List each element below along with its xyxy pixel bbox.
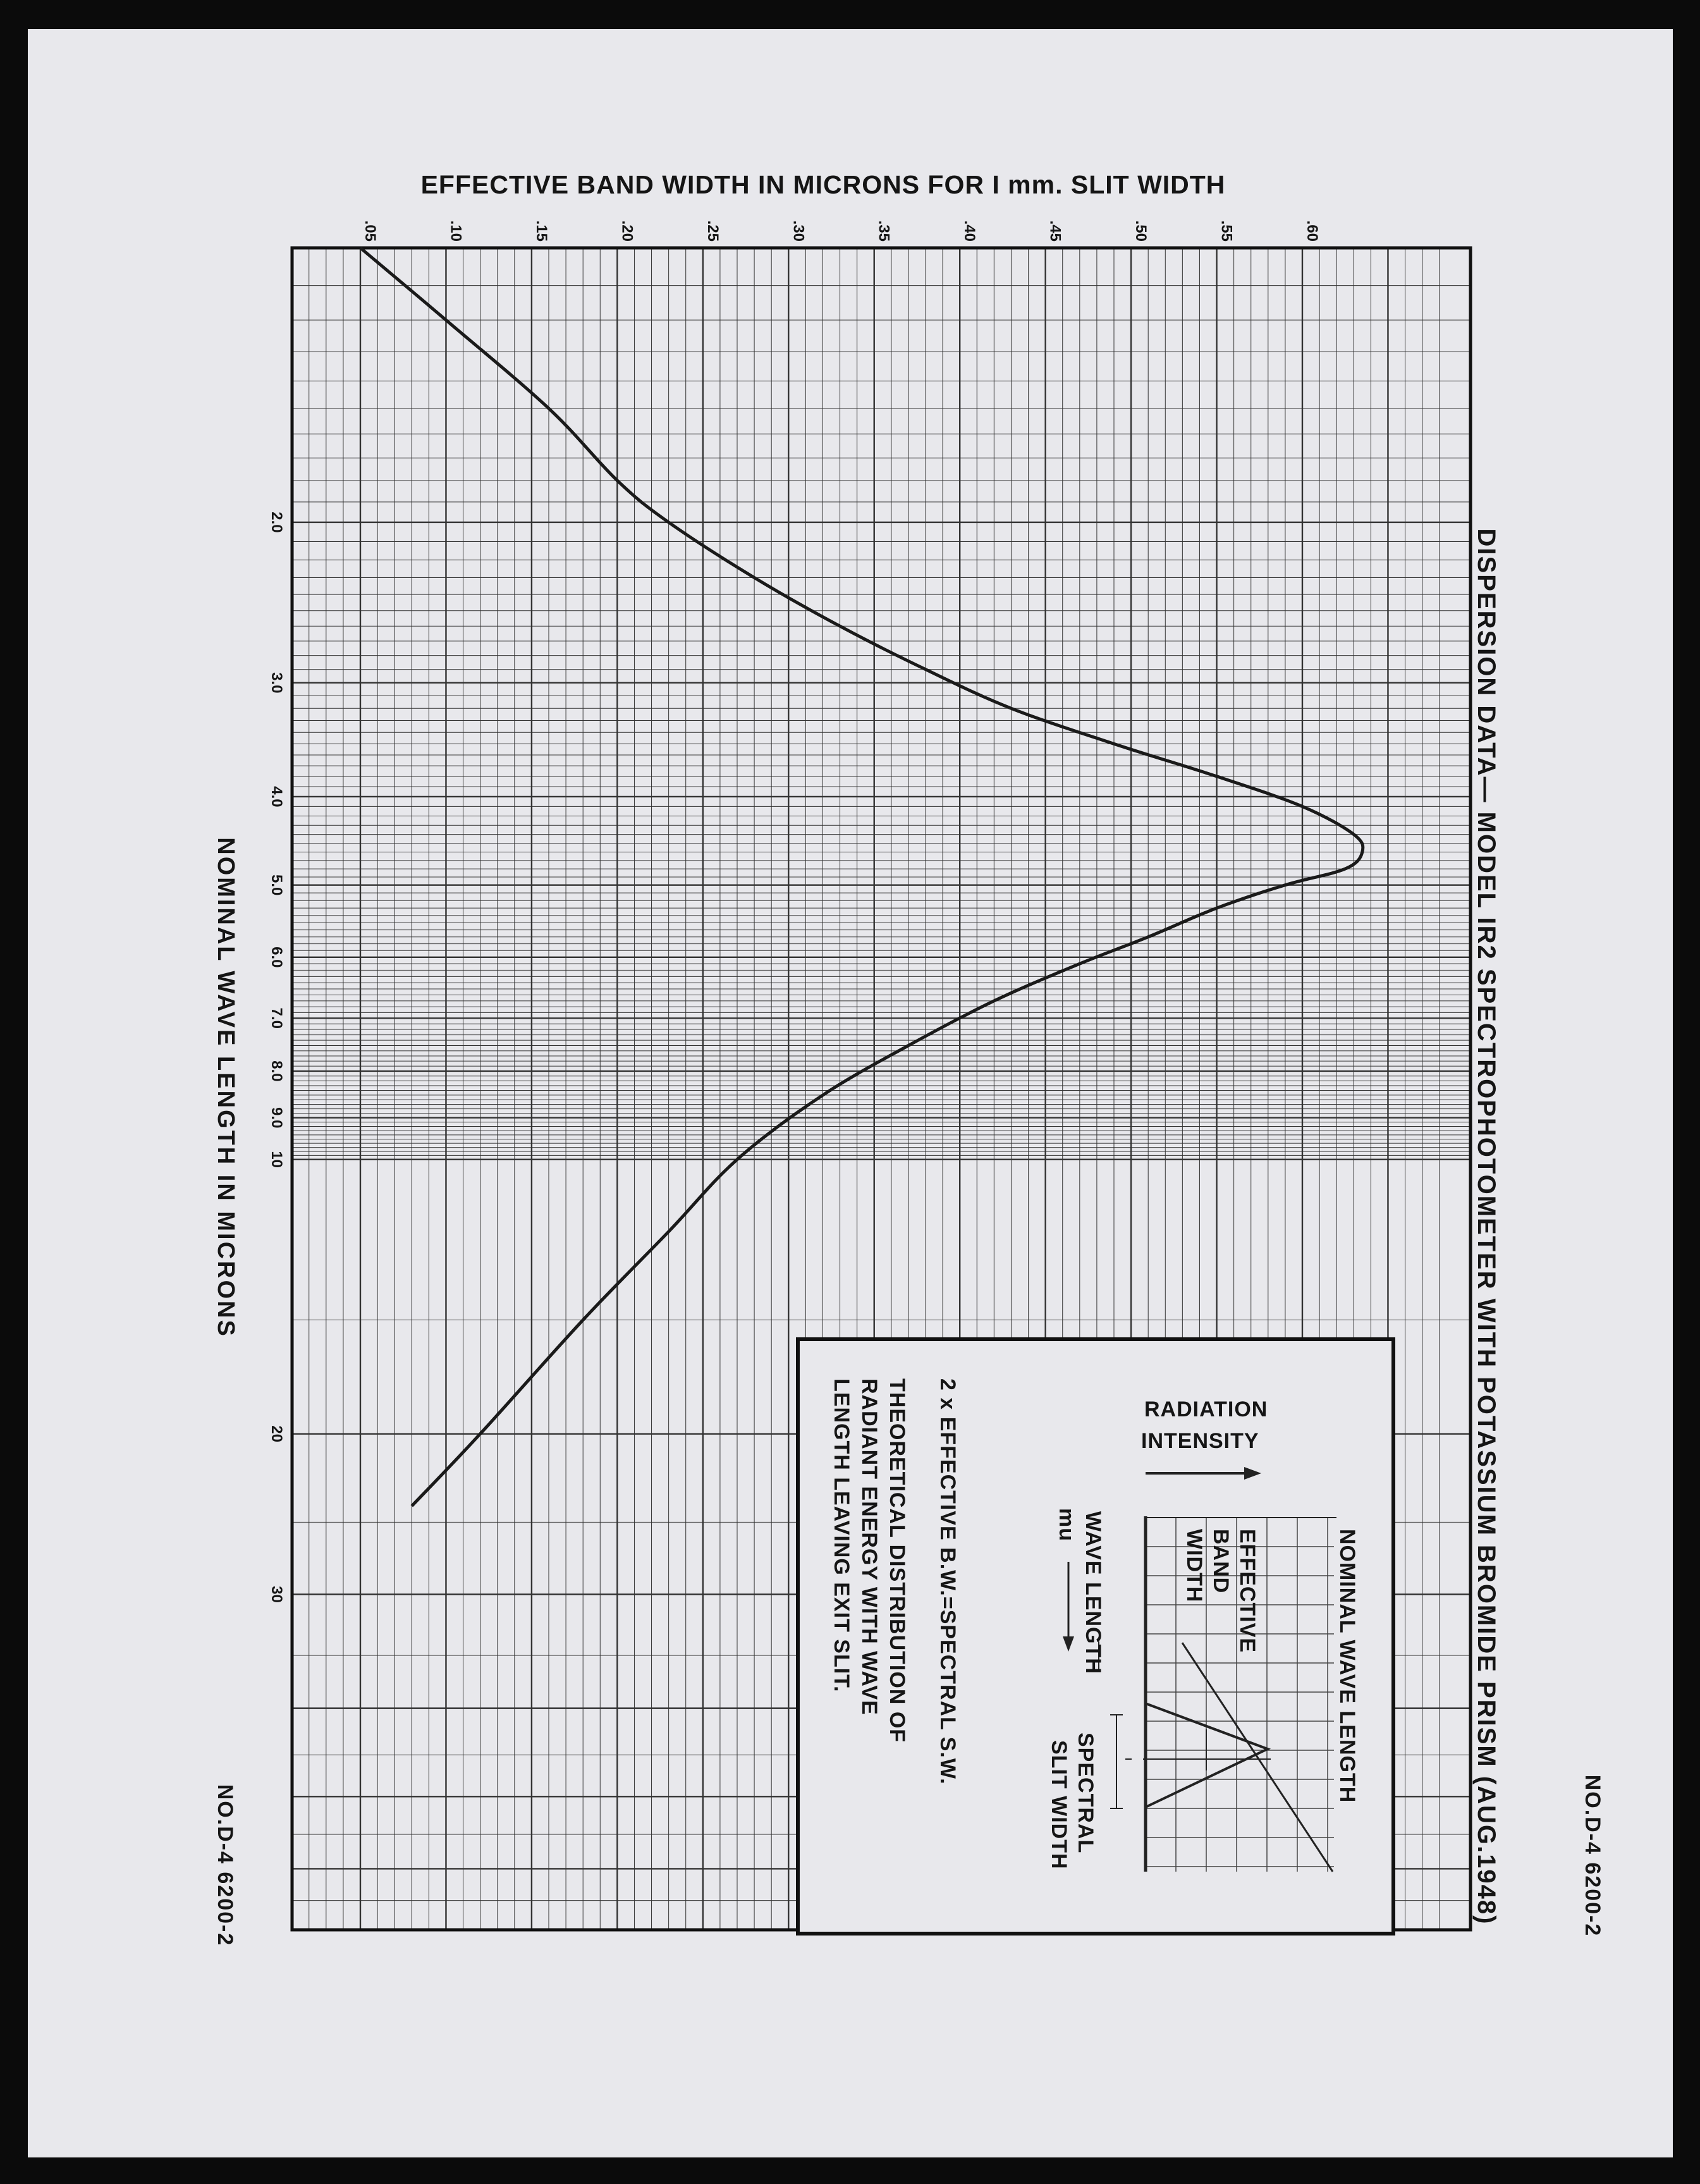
x-tick-label: 8.0 [268,1060,285,1082]
y-tick-label: .40 [961,220,979,242]
x-tick-label: 20 [268,1425,285,1442]
x-axis-label: NOMINAL WAVE LENGTH IN MICRONS [212,837,239,1338]
x-tick-label: 3.0 [268,672,285,694]
y-tick-label: .35 [875,220,893,242]
y-tick-label: .15 [532,220,550,242]
x-tick-label: 7.0 [268,1007,285,1029]
y-tick-label: .45 [1046,220,1064,242]
y-tick-label: .25 [704,220,721,242]
y-tick-label: .60 [1304,220,1321,242]
x-tick-label: 2.0 [268,512,285,533]
y-tick-label: .10 [447,220,465,242]
legend-wave-length-label: WAVE LENGTH [1081,1511,1105,1674]
x-tick-label: 4.0 [268,786,285,807]
y-tick-label: .50 [1132,220,1150,242]
legend-radiation-intensity-label: RADIATION [1144,1397,1268,1421]
legend-nominal-wave-length-label: NOMINAL WAVE LENGTH [1335,1529,1359,1803]
legend-spectral-slit-width-label-2: SLIT WIDTH [1047,1740,1071,1870]
legend-effective-band-width-label-2: BAND [1209,1529,1233,1594]
legend-note-line-3: LENGTH LEAVING EXIT SLIT. [829,1378,853,1693]
y-tick-label: .05 [362,220,379,242]
doc-number-left: NO.D-4 6200-2 [213,1784,237,1947]
y-tick-label: .20 [618,220,636,242]
legend-box [798,1339,1393,1934]
chart-title: DISPERSION DATA— MODEL IR2 SPECTROPHOTOMETER WITH POTASSIUM BROMIDE PRISM (AUG.1948) [1472,528,1500,1925]
x-tick-label: 5.0 [268,874,285,896]
x-tick-label: 6.0 [268,947,285,968]
legend-effective-band-width-label: EFFECTIVE [1235,1529,1259,1653]
x-tick-label: 10 [268,1151,285,1169]
x-tick-label: 9.0 [268,1107,285,1129]
x-tick-labels [268,512,285,1603]
legend-note-line-2: RADIANT ENERGY WITH WAVE [857,1378,881,1715]
legend-wave-length-unit: mu [1055,1508,1079,1542]
legend-formula: 2 x EFFECTIVE B.W.=SPECTRAL S.W. [936,1378,960,1785]
x-tick-label: 30 [268,1586,285,1603]
legend-effective-band-width-label-3: WIDTH [1182,1529,1206,1603]
y-tick-labels [362,221,1321,242]
y-axis-label: EFFECTIVE BAND WIDTH IN MICRONS FOR I mm. SLIT WIDTH [420,170,1226,199]
y-tick-label: .55 [1218,220,1235,242]
legend-note-line-1: THEORETICAL DISTRIBUTION OF [885,1378,909,1743]
y-tick-label: .30 [790,220,807,242]
legend-spectral-slit-width-label: SPECTRAL [1073,1733,1098,1854]
doc-number-right: NO.D-4 6200-2 [1581,1774,1605,1937]
legend-radiation-intensity-label-2: INTENSITY [1141,1429,1259,1453]
